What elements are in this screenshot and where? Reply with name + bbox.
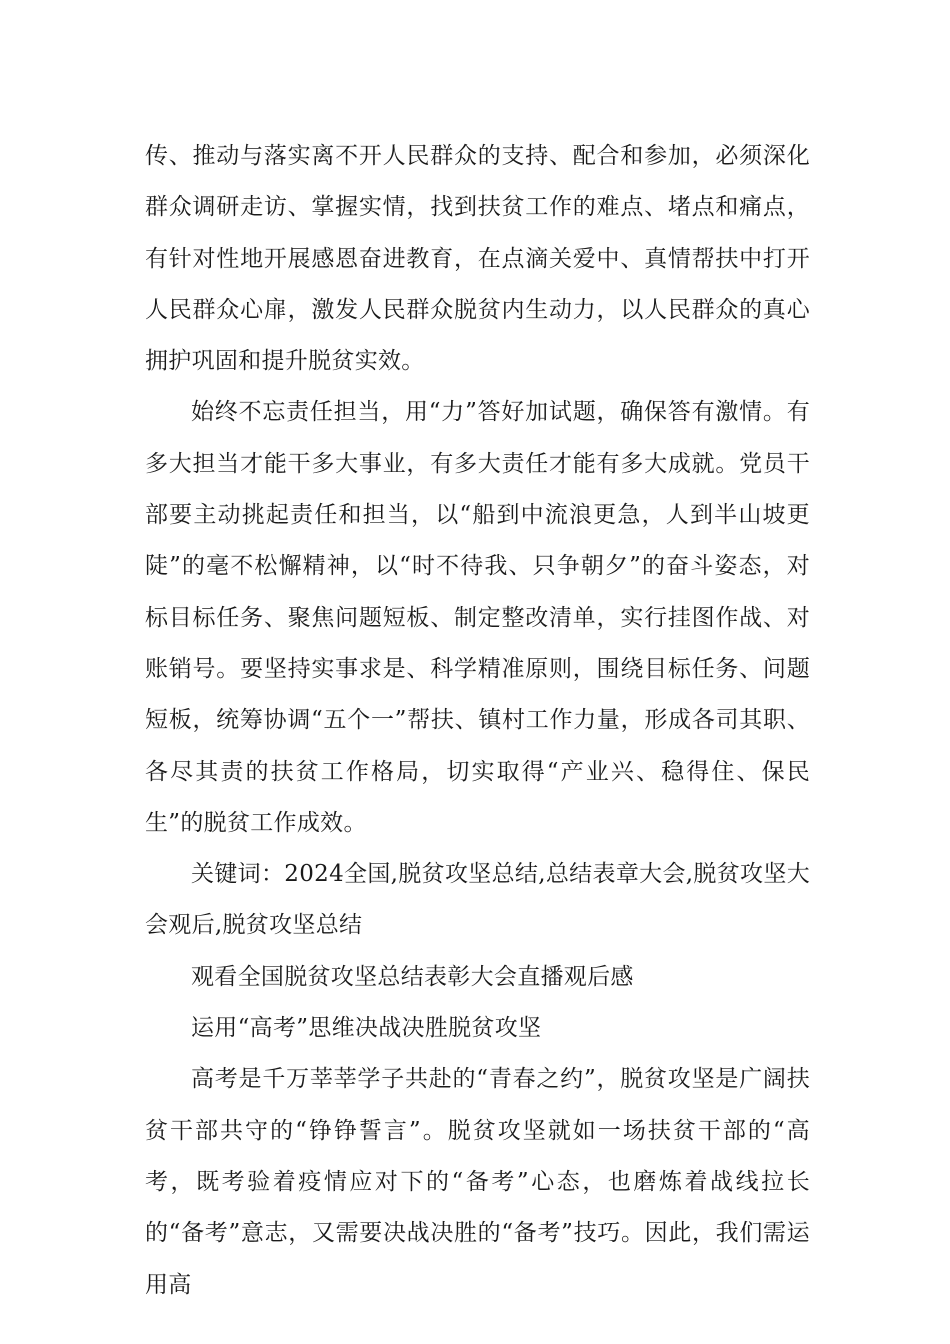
paragraph-responsibility: 始终不忘责任担当，用“力”答好加试题，确保答有激情。有多大担当才能干多大事业，有多大责任才能有多大成就。党员干部要主动挑起责任和担当，以“船到中流浪更急，人到半山坡更陡”的毫不松懈精神，以“时不待我、只争朝夕”的奋斗姿态，对标目标任务、聚焦问题短板、制定整改清单，实行挂图作战、对账销号。要坚持实事求是、科学精准原则，围绕目标任务、问题短板，统筹协调“五个一”帮扶、镇村工作力量，形成各司其职、各尽其责的扶贫工作格局，切实取得“产业兴、稳得住、保民生”的脱贫工作成效。 [145,399,810,836]
paragraph-title-reflection: 观看全国脱贫攻坚总结表彰大会直播观后感 [191,963,634,990]
paragraph-gaokao-body: 高考是千万莘莘学子共赴的“青春之约”，脱贫攻坚是广阔扶贫干部共守的“铮铮誓言”。脱贫攻坚就如一场扶贫干部的“高考，既考验着疫情应对下的“备考”心态，也磨炼着战线拉长的“备考”意志，又需要决战决胜的“备考”技巧。因此，我们需运用高 [145,1066,810,1298]
document-body [145,131,810,1311]
paragraph-title-gaokao: 运用“高考”思维决战决胜脱贫攻坚 [191,1015,542,1042]
paragraph-continuation: 传、推动与落实离不开人民群众的支持、配合和参加，必须深化群众调研走访、掌握实情，找到扶贫工作的难点、堵点和痛点，有针对性地开展感恩奋进教育，在点滴关爱中、真情帮扶中打开人民群众心扉，激发人民群众脱贫内生动力，以人民群众的真心拥护巩固和提升脱贫实效。 [145,143,810,375]
paragraph-keywords: 关键词：2024全国,脱贫攻坚总结,总结表章大会,脱贫攻坚大会观后,脱贫攻坚总结 [145,861,810,939]
